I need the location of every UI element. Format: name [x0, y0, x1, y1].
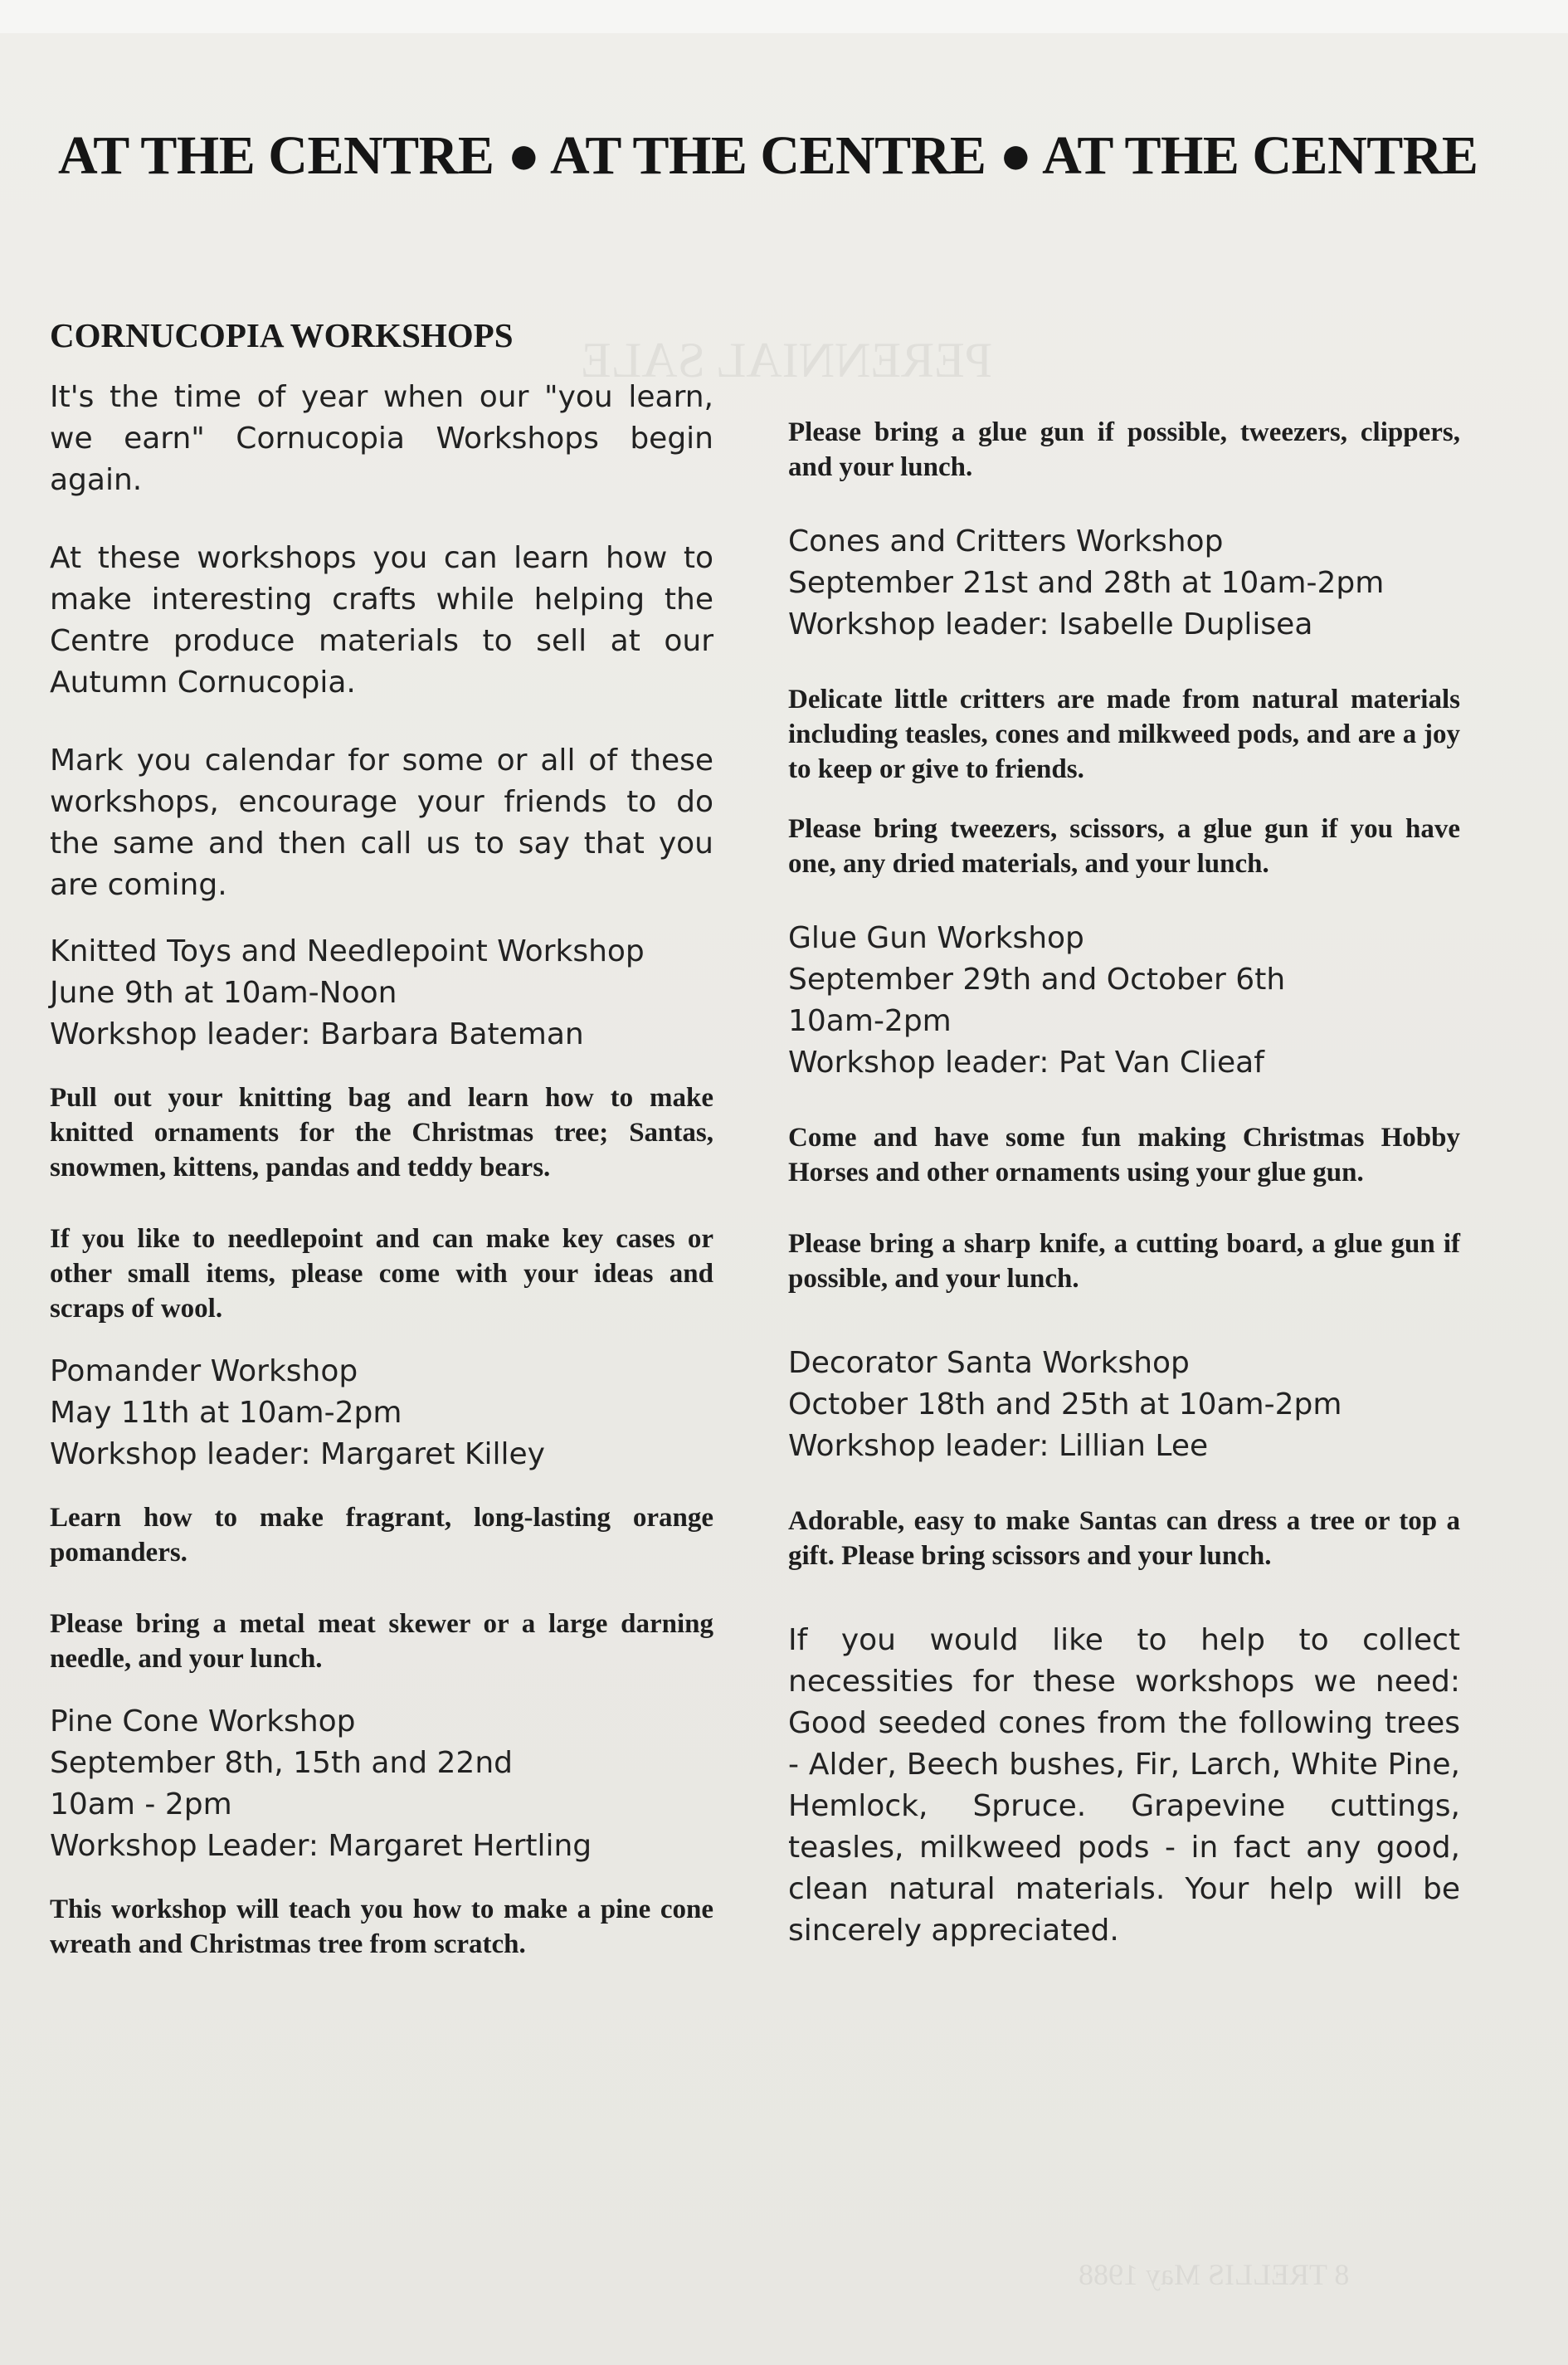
closing-paragraph: If you would like to help to collect necessities for these workshops we need: Good seeded cones from the following trees - Alder, Beech bushes, Fir, Larch, White Pine, Hemlock, Spruce. Grapevine cuttings, teasles, milkweed pods - in fact any good, clean natural materials. Your help will be sincerely appreciated.	[788, 1623, 1460, 1948]
workshop-date: September 8th, 15th and 22nd	[50, 1746, 513, 1780]
page-banner: AT THE CENTRE ● AT THE CENTRE ● AT THE CENTRE	[58, 125, 1478, 186]
workshop-time: 10am-2pm	[788, 1004, 952, 1038]
workshop-description: Adorable, easy to make Santas can dress a tree or top a gift. Please bring scissors and your lunch.	[788, 1506, 1460, 1571]
workshop-leader: Workshop leader: Isabelle Duplisea	[788, 607, 1313, 641]
workshop-title: Pomander Workshop	[50, 1354, 358, 1388]
workshop-description: Please bring a sharp knife, a cutting board, a glue gun if possible, and your lunch.	[788, 1229, 1460, 1294]
section-heading: CORNUCOPIA WORKSHOPS	[50, 316, 514, 354]
workshop-description: This workshop will teach you how to make a pine cone wreath and Christmas tree from scratch.	[50, 1894, 713, 1959]
workshop-pomander	[50, 1351, 713, 1475]
workshop-leader: Workshop Leader: Margaret Hertling	[50, 1829, 592, 1863]
left-column	[50, 315, 713, 1962]
intro-paragraph: It's the time of year when our "you learn, we earn" Cornucopia Workshops begin again.	[50, 380, 713, 497]
workshop-leader: Workshop leader: Barbara Bateman	[50, 1017, 584, 1051]
workshop-description: Please bring a metal meat skewer or a large darning needle, and your lunch.	[50, 1609, 713, 1674]
workshop-title: Decorator Santa Workshop	[788, 1346, 1190, 1380]
workshop-pinecone	[50, 1701, 713, 1867]
workshop-description: Please bring a glue gun if possible, tweezers, clippers, and your lunch.	[788, 417, 1460, 482]
workshop-knitted	[50, 931, 713, 1056]
reverse-page-bleed: PERENNIAL SALE	[581, 333, 993, 388]
workshop-title: Pine Cone Workshop	[50, 1704, 356, 1738]
workshop-date: September 29th and October 6th	[788, 963, 1286, 997]
workshop-description: Pull out your knitting bag and learn how to make knitted ornaments for the Christmas tree; Santas, snowmen, kittens, pandas and teddy bears.	[50, 1083, 713, 1182]
workshop-description: Come and have some fun making Christmas Hobby Horses and other ornaments using your glue gun.	[788, 1123, 1460, 1187]
workshop-title: Cones and Critters Workshop	[788, 524, 1224, 558]
workshop-date: October 18th and 25th at 10am-2pm	[788, 1387, 1342, 1421]
reverse-page-bleed-footer: 8 TRELLIS May 1988	[1079, 2258, 1350, 2291]
intro-paragraph: Mark you calendar for some or all of these workshops, encourage your friends to do the same and then call us to say that you are coming.	[50, 744, 713, 902]
workshop-description: If you like to needlepoint and can make key cases or other small items, please come with your ideas and scraps of wool.	[50, 1224, 713, 1324]
workshop-time: 10am - 2pm	[50, 1787, 232, 1821]
workshop-leader: Workshop leader: Margaret Killey	[50, 1437, 545, 1471]
workshop-date: September 21st and 28th at 10am-2pm	[788, 566, 1385, 600]
workshop-critters	[788, 521, 1460, 646]
workshop-gluegun	[788, 918, 1460, 1084]
workshop-description: Learn how to make fragrant, long-lasting orange pomanders.	[50, 1503, 713, 1568]
workshop-title: Glue Gun Workshop	[788, 921, 1084, 955]
workshop-date: June 9th at 10am-Noon	[50, 976, 397, 1010]
intro-paragraph: At these workshops you can learn how to make interesting crafts while helping the Centre produce materials to sell at our Autumn Cornucopia.	[50, 541, 713, 700]
right-column	[788, 415, 1460, 1952]
page-top-edge	[0, 0, 1568, 33]
workshop-description: Please bring tweezers, scissors, a glue gun if you have one, any dried materials, and your lunch.	[788, 814, 1460, 879]
workshop-leader: Workshop leader: Lillian Lee	[788, 1429, 1209, 1463]
workshop-santa	[788, 1343, 1460, 1467]
workshop-date: May 11th at 10am-2pm	[50, 1396, 402, 1430]
workshop-title: Knitted Toys and Needlepoint Workshop	[50, 934, 645, 968]
workshop-leader: Workshop leader: Pat Van Clieaf	[788, 1046, 1264, 1080]
workshop-description: Delicate little critters are made from natural materials including teasles, cones and milkweed pods, and are a joy to keep or give to friends.	[788, 685, 1460, 784]
